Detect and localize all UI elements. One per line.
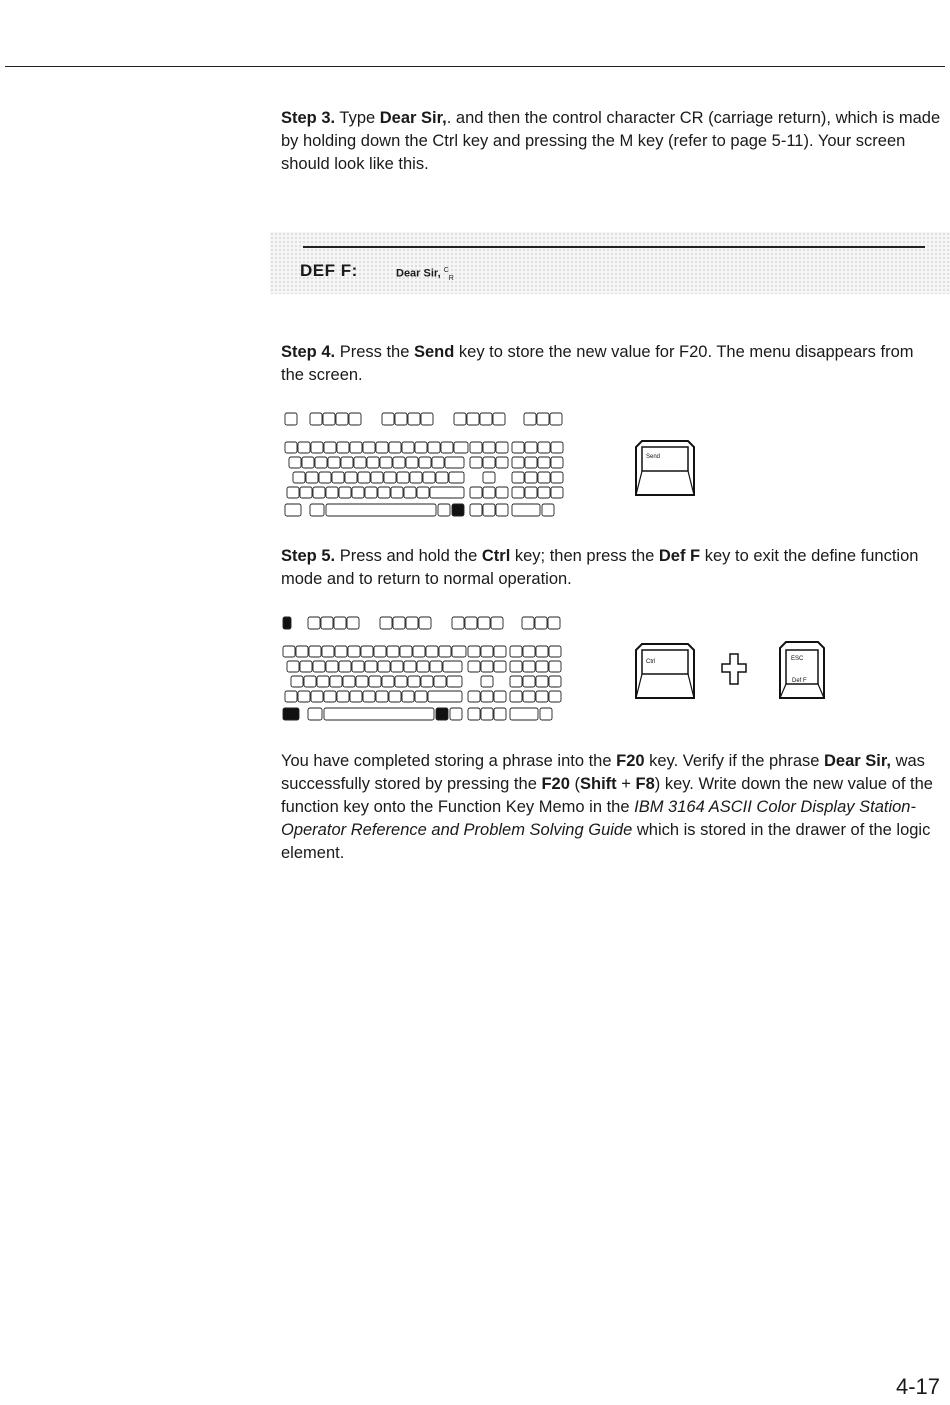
keyboard-key (447, 676, 462, 687)
keyboard-key (337, 442, 349, 453)
keyboard-key (356, 676, 368, 687)
keyboard-key (445, 457, 464, 468)
plus-icon (720, 652, 748, 686)
keyboard-key (408, 413, 420, 425)
keyboard-key (408, 676, 420, 687)
step-3-text-cont: . and then the control character CR (carriage return), which is made by holding down the Ctrl key and pressing the M key (refer to page 5-11). Your screen should look like this. (281, 109, 941, 173)
step-5-text-cont: key; then press the (510, 547, 659, 565)
summary-text-6: ) key. Write down the new value of the function key onto the Function Key Memo in the (281, 775, 933, 816)
keyboard-key (496, 457, 508, 468)
screen-value (396, 267, 454, 282)
keyboard-key (339, 487, 351, 498)
keyboard-key (347, 617, 359, 629)
highlighted-key (283, 708, 299, 720)
keyboard-key (400, 646, 412, 657)
step-5-text-end: key to exit the define function mode and to return to normal operation. (281, 547, 919, 588)
keyboard-key (525, 472, 537, 483)
summary-text-4: ( (569, 775, 580, 793)
keyboard-key (298, 442, 310, 453)
keyboard-key (551, 457, 563, 468)
keyboard-key (436, 472, 448, 483)
keyboard-key (296, 646, 308, 657)
keyboard-key (389, 691, 401, 702)
keyboard-key (285, 691, 297, 702)
keyboard-key (525, 457, 537, 468)
keyboard-key (465, 617, 477, 629)
keyboard-key (496, 504, 508, 516)
keyboard-key (494, 661, 506, 672)
keyboard-key (382, 676, 394, 687)
keyboard-key (525, 487, 537, 498)
keyboard-key (415, 691, 427, 702)
def-f-key-label: Def F (792, 678, 807, 684)
keyboard-key (483, 457, 495, 468)
keyboard-key (315, 457, 327, 468)
keyboard-key (470, 504, 482, 516)
screen-rule (303, 246, 925, 248)
keyboard-key (285, 442, 297, 453)
summary-f8: F8 (635, 775, 655, 793)
keyboard-key (536, 661, 548, 672)
keyboard-key (483, 487, 495, 498)
keyboard-key (391, 661, 403, 672)
keyboard-key (421, 676, 433, 687)
keyboard-key (481, 691, 493, 702)
keyboard-key (510, 708, 538, 720)
keyboard-key (535, 617, 547, 629)
keyboard-key (326, 661, 338, 672)
send-key-label: Send (646, 454, 661, 460)
screen-value-text: Dear Sir, (396, 267, 444, 280)
keyboard-key (378, 487, 390, 498)
keyboard-key (302, 457, 314, 468)
keyboard-key (467, 413, 479, 425)
step-5-label: Step 5. (281, 547, 336, 565)
ctrl-key-icon (632, 640, 698, 700)
keyboard-key (308, 617, 320, 629)
keyboard-key (283, 646, 295, 657)
keyboard-key (352, 487, 364, 498)
keyboard-key (300, 487, 312, 498)
keyboard-key (349, 413, 361, 425)
summary-text-2: key. Verify if the phrase (644, 752, 825, 770)
keyboard-key (406, 617, 418, 629)
keyboard-key (551, 472, 563, 483)
step-5-paragraph (281, 545, 941, 591)
keyboard-key (468, 646, 480, 657)
keyboard-key (510, 691, 522, 702)
keyboard-key (493, 413, 505, 425)
keyboard-key (417, 661, 429, 672)
highlighted-key (436, 708, 448, 720)
keyboard-key (287, 487, 299, 498)
keyboard-key (350, 442, 362, 453)
keyboard-key (470, 487, 482, 498)
keyboard-key (481, 676, 493, 687)
keyboard-key (376, 691, 388, 702)
keyboard-key (313, 661, 325, 672)
keyboard-key (428, 442, 440, 453)
cr-symbol-c: C (443, 267, 449, 274)
keyboard-key (404, 487, 416, 498)
keyboard-key (413, 646, 425, 657)
keyboard-key (523, 691, 535, 702)
keyboard-key (363, 442, 375, 453)
keyboard-key (538, 487, 550, 498)
keyboard-key (334, 617, 346, 629)
keyboard-key (523, 661, 535, 672)
keyboard-key (510, 646, 522, 657)
keyboard-key (415, 442, 427, 453)
step-3-bold-phrase: Dear Sir, (379, 109, 447, 127)
keyboard-key (512, 442, 524, 453)
keyboard-key (512, 504, 540, 516)
keyboard-key (538, 457, 550, 468)
keyboard-key (361, 646, 373, 657)
keyboard-key (438, 504, 450, 516)
keyboard-key (523, 646, 535, 657)
keyboard-key (337, 691, 349, 702)
keyboard-key (426, 646, 438, 657)
summary-dear-sir: Dear Sir, (824, 752, 891, 770)
step-3-paragraph (281, 107, 941, 176)
keyboard-key (417, 487, 429, 498)
step-4-text: Press the (335, 343, 414, 361)
keyboard-key (538, 442, 550, 453)
keyboard-key (443, 661, 462, 672)
keyboard-key (441, 442, 453, 453)
keyboard-key (387, 646, 399, 657)
keyboard-key (332, 472, 344, 483)
keyboard-key (430, 661, 442, 672)
keyboard-key (481, 661, 493, 672)
keyboard-key (430, 487, 464, 498)
page-number: 4-17 (896, 1374, 941, 1399)
keyboard-key (494, 708, 506, 720)
highlighted-key (452, 504, 464, 516)
keyboard-key (470, 442, 482, 453)
keyboard-key (549, 676, 561, 687)
summary-text-7: which is stored in the drawer of the logic element. (281, 821, 931, 862)
keyboard-key (306, 472, 318, 483)
keyboard-key (549, 661, 561, 672)
esc-def-f-key-icon (777, 638, 827, 700)
step-5-bold-ctrl: Ctrl (481, 547, 511, 565)
keyboard-key (542, 504, 554, 516)
keyboard-key (324, 708, 434, 720)
keyboard-key (536, 691, 548, 702)
ctrl-key-label: Ctrl (646, 659, 656, 665)
esc-key-label: ESC (791, 656, 804, 662)
keyboard-key (419, 617, 431, 629)
keyboard-key (343, 676, 355, 687)
summary-paragraph (281, 750, 941, 865)
keyboard-key (287, 661, 299, 672)
keyboard-key (363, 691, 375, 702)
keyboard-key (365, 487, 377, 498)
keyboard-key (311, 691, 323, 702)
keyboard-key (369, 676, 381, 687)
keyboard-key (494, 646, 506, 657)
keyboard-key (323, 413, 335, 425)
keyboard-key (439, 646, 451, 657)
keyboard-key (525, 442, 537, 453)
keyboard-key (293, 472, 305, 483)
keyboard-key (548, 617, 560, 629)
keyboard-key (524, 413, 536, 425)
keyboard-key (397, 472, 409, 483)
keyboard-key (319, 472, 331, 483)
keyboard-key (512, 457, 524, 468)
summary-f20: F20 (616, 752, 645, 770)
keyboard-key (540, 708, 552, 720)
keyboard-key (496, 442, 508, 453)
keyboard-key (326, 504, 436, 516)
keyboard-key (452, 617, 464, 629)
step-5-bold-def-f: Def F (658, 547, 701, 565)
step-4-paragraph (281, 341, 941, 387)
keyboard-key (510, 661, 522, 672)
keyboard-key (365, 661, 377, 672)
summary-guide-title: IBM 3164 ASCII Color Display Station-Operator Reference and Problem Solving Guide (281, 798, 916, 839)
keyboard-key (391, 487, 403, 498)
keyboard-key (371, 472, 383, 483)
keyboard-key (313, 487, 325, 498)
keyboard-key (536, 676, 548, 687)
screen-def-f-label: DEF F: (300, 261, 358, 280)
keyboard-key (512, 472, 524, 483)
keyboard-key (510, 676, 522, 687)
keyboard-key (336, 413, 348, 425)
keyboard-key (523, 676, 535, 687)
keyboard-key (328, 457, 340, 468)
step-4-label: Step 4. (281, 343, 336, 361)
summary-shift: Shift (580, 775, 617, 793)
keyboard-key (468, 661, 480, 672)
keyboard-key (291, 676, 303, 687)
cr-symbol-r: R (448, 274, 454, 282)
keyboard-key (402, 691, 414, 702)
keyboard-key (354, 457, 366, 468)
step-4-text-cont: key to store the new value for F20. The menu disappears from the screen. (281, 343, 914, 384)
keyboard-key (285, 504, 301, 516)
keyboard-key (404, 661, 416, 672)
keyboard-key (376, 442, 388, 453)
keyboard-key (468, 691, 480, 702)
keyboard-keys (285, 413, 563, 516)
send-key-icon (632, 437, 698, 497)
keyboard-key (454, 413, 466, 425)
keyboard-diagram-ctrl-def-f (282, 614, 572, 732)
keyboard-key (483, 442, 495, 453)
keyboard-key (393, 457, 405, 468)
keyboard-key (309, 646, 321, 657)
step-4-bold-key: Send (413, 343, 455, 361)
keyboard-key (324, 691, 336, 702)
keyboard-key (300, 661, 312, 672)
keyboard-key (538, 472, 550, 483)
keyboard-key (450, 708, 462, 720)
keyboard-key (393, 617, 405, 629)
step-5-text: Press and hold the (335, 547, 482, 565)
summary-f20-2: F20 (541, 775, 570, 793)
top-rule (5, 66, 945, 67)
keyboard-key (481, 708, 493, 720)
keyboard-keys (283, 617, 561, 720)
keyboard-key (380, 457, 392, 468)
keyboard-key (483, 472, 495, 483)
keyboard-key (483, 504, 495, 516)
keyboard-key (389, 442, 401, 453)
keyboard-key (454, 442, 468, 453)
keyboard-key (382, 413, 394, 425)
keyboard-key (311, 442, 323, 453)
keyboard-key (551, 442, 563, 453)
keyboard-key (452, 646, 466, 657)
keyboard-key (549, 691, 561, 702)
keyboard-key (522, 617, 534, 629)
screen-display-example (270, 232, 950, 294)
keyboard-key (423, 472, 435, 483)
keyboard-key (537, 413, 549, 425)
keyboard-key (298, 691, 310, 702)
keyboard-key (304, 676, 316, 687)
step-3-label: Step 3. (281, 109, 336, 127)
keyboard-key (289, 457, 301, 468)
keyboard-key (434, 676, 446, 687)
keyboard-key (345, 472, 357, 483)
keyboard-key (308, 708, 322, 720)
keyboard-key (324, 442, 336, 453)
keyboard-key (330, 676, 342, 687)
keyboard-key (512, 487, 524, 498)
keyboard-key (551, 487, 563, 498)
keyboard-key (358, 472, 370, 483)
keyboard-key (352, 661, 364, 672)
keyboard-key (341, 457, 353, 468)
keyboard-key (478, 617, 490, 629)
keyboard-key (317, 676, 329, 687)
keyboard-key (285, 413, 297, 425)
keyboard-key (494, 691, 506, 702)
keyboard-key (496, 487, 508, 498)
keyboard-key (491, 617, 503, 629)
keyboard-key (421, 413, 433, 425)
keyboard-key (468, 708, 480, 720)
step-3-text: Type (335, 109, 380, 127)
keyboard-key (335, 646, 347, 657)
keyboard-key (449, 472, 464, 483)
keyboard-key (550, 413, 562, 425)
summary-text-5: + (616, 775, 636, 793)
highlighted-key (283, 617, 291, 629)
keyboard-key (410, 472, 422, 483)
keyboard-key (395, 413, 407, 425)
keyboard-key (322, 646, 334, 657)
keyboard-diagram-send (284, 410, 566, 524)
keyboard-key (406, 457, 418, 468)
keyboard-key (326, 487, 338, 498)
keyboard-key (549, 646, 561, 657)
keyboard-key (419, 457, 431, 468)
keyboard-key (310, 504, 324, 516)
keyboard-key (380, 617, 392, 629)
keyboard-key (367, 457, 379, 468)
keyboard-key (428, 691, 462, 702)
summary-text-1: You have completed storing a phrase into the (281, 752, 617, 770)
keyboard-key (374, 646, 386, 657)
keyboard-key (321, 617, 333, 629)
keyboard-key (480, 413, 492, 425)
keyboard-key (339, 661, 351, 672)
keyboard-key (402, 442, 414, 453)
keyboard-key (350, 691, 362, 702)
keyboard-key (395, 676, 407, 687)
keyboard-key (378, 661, 390, 672)
keyboard-key (384, 472, 396, 483)
keyboard-key (536, 646, 548, 657)
keyboard-key (432, 457, 444, 468)
keyboard-key (348, 646, 360, 657)
keyboard-key (481, 646, 493, 657)
keyboard-key (310, 413, 322, 425)
summary-text-3: was successfully stored by pressing the (281, 752, 925, 793)
keyboard-key (470, 457, 482, 468)
